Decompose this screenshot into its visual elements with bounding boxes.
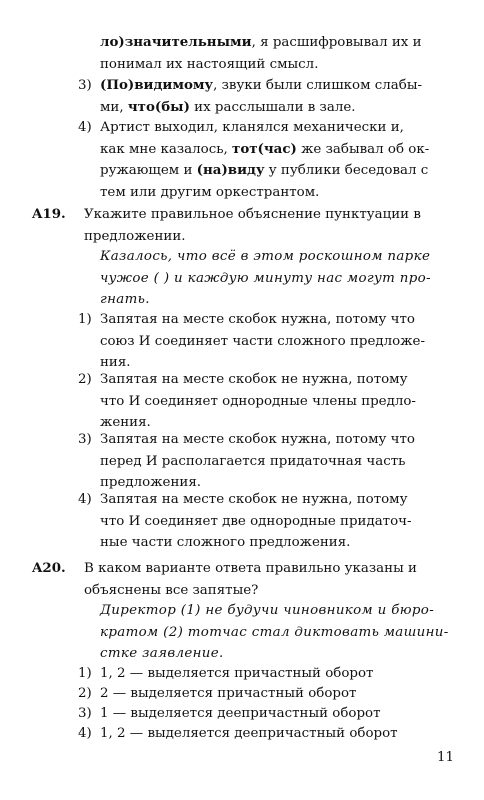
text-line: предложении. xyxy=(84,228,186,244)
question-a20 xyxy=(32,558,452,601)
question-number: A20. xyxy=(32,560,66,576)
text-line: гнать. xyxy=(100,292,150,307)
text-line: Казалось, что всё в этом роскошном парке xyxy=(100,249,431,264)
text-line: Запятая на месте скобок нужна, потому что xyxy=(100,432,415,447)
option-text: 1, 2 — выделяется деепричастный оборот xyxy=(100,726,398,741)
option-number: 3) xyxy=(78,432,92,447)
option-text: 1 — выделяется деепричастный оборот xyxy=(100,706,381,721)
option-text xyxy=(100,429,452,494)
a19-option-1 xyxy=(78,309,452,374)
a20-option-1 xyxy=(78,664,452,684)
example-sentence-a19 xyxy=(100,246,452,311)
text-line: стке заявление. xyxy=(100,646,224,661)
text-line: чужое ( ) и каждую минуту нас могут про- xyxy=(100,270,431,286)
text-line: перед И располагается придаточная часть xyxy=(100,453,406,469)
text-line: что И соединяет однородные члены предло- xyxy=(100,393,416,409)
option-number: 4) xyxy=(78,492,92,507)
option-number: 1) xyxy=(78,666,92,681)
question-text xyxy=(84,558,452,601)
option-number: 3) xyxy=(78,706,92,721)
text-line: что И соединяет две однородные придаточ- xyxy=(100,513,412,529)
option-number: 4) xyxy=(78,726,92,741)
option-text xyxy=(100,369,452,434)
text-line: кратом (2) тотчас стал диктовать машини- xyxy=(100,624,449,640)
text-line: Директор (1) не будучи чиновником и бюро- xyxy=(100,603,435,618)
text-line: понимал их настоящий смысл. xyxy=(100,56,319,72)
a20-option-2 xyxy=(78,684,452,704)
a19-option-3 xyxy=(78,429,452,494)
a20-option-4 xyxy=(78,724,452,744)
text-line: объяснены все запятые? xyxy=(84,582,259,598)
option-3 xyxy=(78,75,452,118)
example-sentence-a20 xyxy=(100,600,452,665)
text-line: ло)значительными, я расшифровывал их и xyxy=(100,34,422,50)
a20-option-3 xyxy=(78,704,452,724)
option-text: Артист выходил, кланялся механически и, как мне казалось, тот(час) же забывал об ок- ружающем и (на)виду у публики беседовал с тем или другим оркестрантом. xyxy=(100,120,430,200)
text-line: жения. xyxy=(100,415,151,430)
text-line: Запятая на месте скобок нужна, потому что xyxy=(100,312,415,327)
text-line: Запятая на месте скобок не нужна, потому xyxy=(100,492,408,507)
page-number: 11 xyxy=(436,750,454,765)
option-number: 1) xyxy=(78,312,92,327)
option-text: 1, 2 — выделяется причастный оборот xyxy=(100,666,374,681)
option-number: 4) xyxy=(78,120,92,135)
text-line: предложения. xyxy=(100,475,202,490)
option-text xyxy=(100,489,452,554)
question-a19 xyxy=(32,204,452,247)
option-number: 2) xyxy=(78,686,92,701)
a19-option-2 xyxy=(78,369,452,434)
option-text: (По)видимому, звуки были слишком слабы- ми, что(бы) их расслышали в зале. xyxy=(100,77,423,115)
previous-option-continuation xyxy=(100,32,452,75)
question-number: A19. xyxy=(32,206,66,222)
text-line: Укажите правильное объяснение пунктуации в xyxy=(84,207,421,222)
a19-option-4 xyxy=(78,489,452,554)
text-line: союз И соединяет части сложного предложе- xyxy=(100,333,425,349)
text-line: Запятая на месте скобок не нужна, потому xyxy=(100,372,408,387)
question-text xyxy=(84,204,452,247)
text-line: ния. xyxy=(100,355,131,370)
text-line: В каком варианте ответа правильно указаны и xyxy=(84,561,417,576)
text-line: ные части сложного предложения. xyxy=(100,535,351,550)
option-4 xyxy=(78,117,452,203)
option-text xyxy=(100,309,452,374)
option-text: 2 — выделяется причастный оборот xyxy=(100,686,357,701)
option-number: 3) xyxy=(78,78,92,93)
option-number: 2) xyxy=(78,372,92,387)
